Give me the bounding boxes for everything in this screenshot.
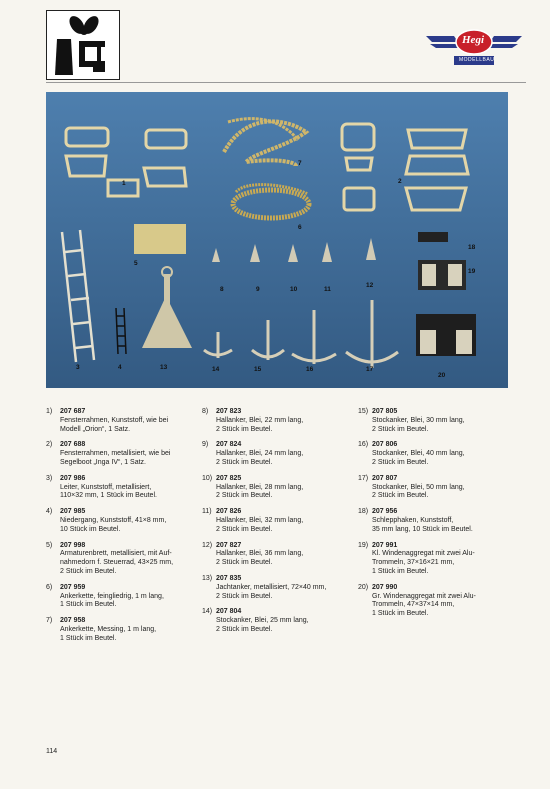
item-code: 207 827 <box>216 541 242 549</box>
item-number: 14) <box>202 608 213 616</box>
item-number: 19) <box>358 541 369 549</box>
photo-label: 13 <box>160 364 168 371</box>
item-code: 207 986 <box>60 474 86 482</box>
item-number: 4) <box>46 508 53 516</box>
item-description: Schlepphaken, Kunststoff, 35 mm lang, 10 Stück im Beutel. <box>372 516 473 533</box>
photo-label: 17 <box>366 366 374 373</box>
photo-label: 3 <box>76 364 80 371</box>
item-description: Kl. Windenaggregat mit zwei Alu- Trommeln, 37×16×21 mm, 1 Stück im Beutel. <box>372 550 475 575</box>
item-description: Hallanker, Blei, 36 mm lang, 2 Stück im Beutel. <box>216 550 304 567</box>
photo-label: 5 <box>134 260 138 267</box>
item-number: 17) <box>358 474 369 482</box>
item-code: 207 805 <box>372 408 398 415</box>
catalog-item <box>202 608 352 634</box>
catalog-item <box>358 542 508 577</box>
item-description: Stockanker, Blei, 40 mm lang, 2 Stück im Beutel. <box>372 450 465 466</box>
item-code: 207 991 <box>372 541 398 549</box>
item-description: Leiter, Kunststoff, metallisiert, 110×32 mm, 1 Stück im Beutel. <box>60 483 157 500</box>
item-code: 207 824 <box>216 441 242 449</box>
catalog-item <box>202 508 352 534</box>
catalog-item <box>46 508 196 534</box>
item-code: 207 807 <box>372 474 398 482</box>
photo-label: 20 <box>438 372 446 379</box>
item-code: 207 956 <box>372 508 398 516</box>
photo-label: 16 <box>306 366 314 373</box>
catalog-item <box>202 408 352 434</box>
catalog-item <box>46 475 196 501</box>
item-code: 207 958 <box>60 617 86 625</box>
item-number: 1) <box>46 408 53 415</box>
item-code: 207 990 <box>372 583 398 591</box>
propeller-clamp-logo-icon <box>47 11 119 79</box>
item-number: 9) <box>202 441 209 449</box>
catalog-column-1 <box>46 408 196 651</box>
item-code: 207 998 <box>60 541 86 549</box>
item-code: 207 688 <box>60 441 86 449</box>
item-description: Fensterrahmen, Kunststoff, wie bei Modell „Orion“, 1 Satz. <box>60 416 169 433</box>
catalog-item <box>202 475 352 501</box>
header-rule <box>46 82 526 83</box>
item-code: 207 806 <box>372 441 398 449</box>
item-number: 5) <box>46 541 53 549</box>
item-number: 15) <box>358 408 369 415</box>
photo-label: 11 <box>324 286 331 293</box>
photo-label: 18 <box>468 244 476 251</box>
item-description: Hallanker, Blei, 28 mm lang, 2 Stück im Beutel. <box>216 483 304 500</box>
item-description: Hallanker, Blei, 24 mm lang, 2 Stück im Beutel. <box>216 450 304 466</box>
item-number: 20) <box>358 583 369 591</box>
catalog-item <box>46 617 196 643</box>
logo-mark <box>46 10 120 80</box>
product-illustration <box>46 92 508 388</box>
catalog-item <box>46 408 196 434</box>
product-photo <box>46 92 508 388</box>
photo-label: 15 <box>254 366 262 373</box>
catalog-item <box>46 542 196 577</box>
item-description: Stockanker, Blei, 25 mm lang, 2 Stück im Beutel. <box>216 617 309 633</box>
item-description: Niedergang, Kunststoff, 41×8 mm, 10 Stück im Beutel. <box>60 516 167 533</box>
catalog-item <box>358 508 508 534</box>
catalog-item <box>358 408 508 434</box>
item-description: Jachtanker, metallisiert, 72×40 mm, 2 Stück im Beutel. <box>216 583 327 600</box>
photo-label: 6 <box>298 224 302 231</box>
photo-label: 14 <box>212 366 220 373</box>
item-description: Ankerkette, feingliedrig, 1 m lang, 1 Stück im Beutel. <box>60 592 164 609</box>
item-number: 3) <box>46 474 53 482</box>
item-number: 16) <box>358 441 369 449</box>
photo-label: 2 <box>398 178 402 185</box>
catalog-item <box>202 542 352 568</box>
item-code: 207 835 <box>216 574 242 582</box>
item-code: 207 825 <box>216 474 242 482</box>
item-description: Armaturenbrett, metallisiert, mit Auf- nahmedorn f. Steuerrad, 43×25 mm, 2 Stück im Beutel. <box>60 550 174 575</box>
item-code: 207 959 <box>60 583 86 591</box>
catalog-item <box>358 475 508 501</box>
photo-label: 7 <box>298 160 302 167</box>
item-number: 13) <box>202 574 213 582</box>
item-code: 207 826 <box>216 508 242 516</box>
brand-logo <box>424 22 524 74</box>
item-number: 7) <box>46 617 53 625</box>
hegi-wings-logo-icon <box>424 22 524 74</box>
item-description: Fensterrahmen, metallisiert, wie bei Segelboot „Inga IV“, 1 Satz. <box>60 450 171 466</box>
item-description: Stockanker, Blei, 30 mm lang, 2 Stück im Beutel. <box>372 416 465 433</box>
catalog-item <box>46 584 196 610</box>
item-description: Stockanker, Blei, 50 mm lang, 2 Stück im Beutel. <box>372 483 465 500</box>
item-code: 207 804 <box>216 608 242 616</box>
brand-subtext: MODELLBAU <box>459 57 495 63</box>
item-description: Ankerkette, Messing, 1 m lang, 1 Stück im Beutel. <box>60 625 157 642</box>
item-code: 207 985 <box>60 508 86 516</box>
brand-name: Hegi <box>462 34 484 46</box>
photo-label: 8 <box>220 286 224 293</box>
photo-label: 19 <box>468 268 476 275</box>
item-number: 11) <box>202 508 212 516</box>
photo-label: 4 <box>118 364 122 371</box>
item-code: 207 823 <box>216 408 242 415</box>
item-number: 18) <box>358 508 369 516</box>
item-number: 2) <box>46 441 53 449</box>
item-number: 6) <box>46 583 53 591</box>
page-number: 114 <box>46 748 58 755</box>
photo-label: 10 <box>290 286 298 293</box>
photo-label: 9 <box>256 286 260 293</box>
item-code: 207 687 <box>60 408 86 415</box>
catalog-item <box>358 441 508 467</box>
catalog-column-2 <box>202 408 352 642</box>
item-number: 10) <box>202 474 213 482</box>
photo-label: 1 <box>122 180 126 187</box>
photo-label: 12 <box>366 282 374 289</box>
item-description: Hallanker, Blei, 32 mm lang, 2 Stück im Beutel. <box>216 516 304 533</box>
catalog-item <box>202 575 352 601</box>
item-number: 12) <box>202 541 213 549</box>
catalog-item <box>46 441 196 467</box>
catalog-item <box>358 584 508 619</box>
item-number: 8) <box>202 408 209 415</box>
catalog-item <box>202 441 352 467</box>
catalog-column-3 <box>358 408 508 626</box>
item-description: Gr. Windenaggregat mit zwei Alu- Trommeln, 47×37×14 mm, 1 Stück im Beutel. <box>372 592 476 618</box>
item-description: Hallanker, Blei, 22 mm lang, 2 Stück im Beutel. <box>216 416 304 433</box>
